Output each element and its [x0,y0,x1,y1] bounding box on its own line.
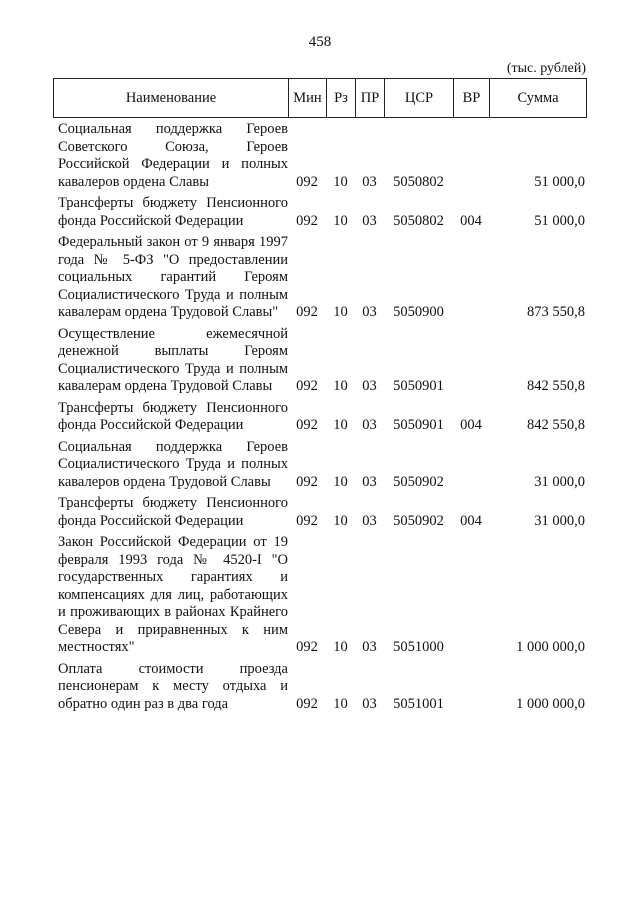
row-name: Оплата стоимости проезда пенсионерам к месту отдыха и обратно один раз в два года [58,660,288,712]
row-min: 092 [296,304,318,320]
row-name: Социальная поддержка Героев Советского Союза, Героев Российской Федерации и полных кавалеров ордена Славы [58,121,288,190]
row-rz: 10 [333,512,348,529]
row-sum: 1 000 000,0 [516,695,585,712]
row-sum: 1 000 000,0 [516,639,585,655]
row-pr: 03 [362,304,377,320]
row-name: Трансферты бюджету Пенсионного фонда Российской Федерации [58,195,288,229]
table-row [53,495,587,530]
row-csr: 5051001 [393,695,444,712]
row-pr: 03 [362,473,377,490]
row-csr: 5050802 [393,212,444,229]
header-csr: ЦСР [385,79,454,117]
page-number: 458 [308,34,332,50]
row-sum: 51 000,0 [534,212,585,229]
header-name: Наименование [54,79,289,117]
row-rz: 10 [333,639,348,655]
table-row [53,234,587,322]
row-vr: 004 [460,512,482,529]
row-name: Трансферты бюджету Пенсионного фонда Российской Федерации [58,495,288,529]
row-pr: 03 [362,417,377,433]
row-min: 092 [296,378,318,394]
row-csr: 5050902 [393,473,444,490]
row-sum: 31 000,0 [534,473,585,490]
row-pr: 03 [362,212,377,229]
row-pr: 03 [362,512,377,529]
row-pr: 03 [362,695,377,712]
row-rz: 10 [333,417,348,433]
row-sum: 873 550,8 [527,304,585,320]
row-sum: 51 000,0 [534,173,585,190]
table-body [53,121,587,717]
row-rz: 10 [333,695,348,712]
table-row [53,439,587,492]
row-name: Социальная поддержка Героев Социалистического Труда и полных кавалеров ордена Трудовой Славы [58,438,288,490]
header-sum: Сумма [517,89,559,106]
table-row [53,661,587,714]
row-vr: 004 [460,417,482,433]
table-row [53,195,587,230]
header-vr: ВР [454,79,490,117]
row-min: 092 [296,695,318,712]
header-min: Мин [289,79,327,117]
row-name: Трансферты бюджету Пенсионного фонда Российской Федерации [58,399,288,433]
row-min: 092 [296,639,318,655]
row-name: Федеральный закон от 9 января 1997 года № 5-ФЗ "О предоставлении социальных гарантий Героям Социалистического Труда и полным кавалерам ордена Трудовой Славы" [58,234,288,320]
header-rz: Рз [327,79,356,117]
row-pr: 03 [362,378,377,394]
row-csr: 5050900 [393,304,444,320]
row-pr: 03 [362,173,377,190]
row-name: Осуществление ежемесячной денежной выплаты Героям Социалистического Труда и полным кавалерам ордена Трудовой Славы [58,325,288,394]
table-row [53,121,587,191]
row-csr: 5050902 [393,512,444,529]
table-row [53,326,587,396]
row-min: 092 [296,212,318,229]
row-min: 092 [296,173,318,190]
table-header [53,78,587,118]
row-sum: 31 000,0 [534,512,585,529]
table-row [53,400,587,435]
row-rz: 10 [333,378,348,394]
row-min: 092 [296,473,318,490]
row-csr: 5051000 [393,639,444,655]
row-sum: 842 550,8 [527,417,585,433]
row-sum: 842 550,8 [527,378,585,394]
table-row [53,534,587,657]
row-rz: 10 [333,304,348,320]
row-min: 092 [296,417,318,433]
row-min: 092 [296,512,318,529]
row-csr: 5050802 [393,173,444,190]
row-rz: 10 [333,173,348,190]
row-csr: 5050901 [393,417,444,433]
row-vr: 004 [460,212,482,229]
row-name: Закон Российской Федерации от 19 февраля 1993 года № 4520-I "О государственных гарантиях и компенсациях для лиц, работающих и проживающих в районах Крайнего Севера и приравненных к ним местностях" [58,534,288,655]
row-csr: 5050901 [393,378,444,394]
row-pr: 03 [362,639,377,655]
header-pr: ПР [356,79,385,117]
row-rz: 10 [333,212,348,229]
units-label: (тыс. рублей) [506,61,586,76]
row-rz: 10 [333,473,348,490]
